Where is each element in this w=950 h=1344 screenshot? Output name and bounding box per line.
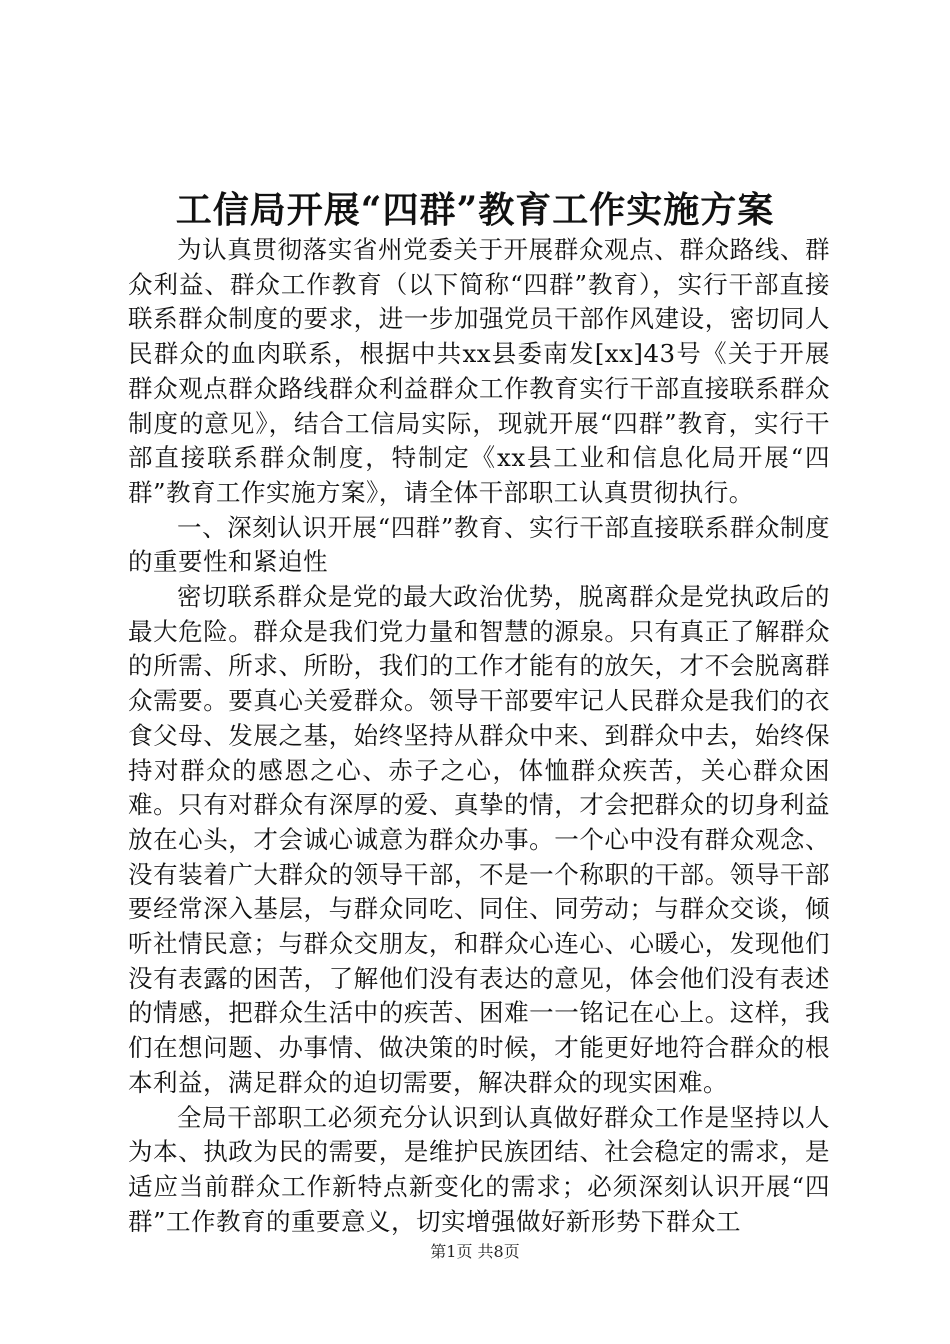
- paragraph-section-heading: 一、深刻认识开展“四群”教育、实行干部直接联系群众制度的重要性和紧迫性: [128, 512, 830, 577]
- paragraph-intro: 为认真贯彻落实省州党委关于开展群众观点、群众路线、群众利益、群众工作教育（以下简称“四群”教育），实行干部直接联系群众制度的要求，进一步加强党员干部作风建设，密切同人民群众的血肉联系，根据中共xx县委南发[xx]43号《关于开展群众观点群众路线群众利益群众工作教育实行干部直接联系群众制度的意见》，结合工信局实际，现就开展“四群”教育，实行干部直接联系群众制度，特制定《xx县工业和信息化局开展“四群”教育工作实施方案》，请全体干部职工认真贯彻执行。: [128, 235, 830, 507]
- document-body: [128, 233, 830, 1239]
- page-number-footer: 第1页 共8页: [430, 1242, 520, 1261]
- paragraph-staff-awareness: 全局干部职工必须充分认识到认真做好群众工作是坚持以人为本、执政为民的需要，是维护民族团结、社会稳定的需求，是适应当前群众工作新特点新变化的需求；必须深刻认识开展“四群”工作教育的重要意义，切实增强做好新形势下群众工: [128, 1102, 830, 1236]
- document-title: 工信局开展“四群”教育工作实施方案: [175, 189, 775, 231]
- paragraph-mass-line: 密切联系群众是党的最大政治优势，脱离群众是党执政后的最大危险。群众是我们党力量和智慧的源泉。只有真正了解群众的所需、所求、所盼，我们的工作才能有的放矢，才不会脱离群众需要。要真心关爱群众。领导干部要牢记人民群众是我们的衣食父母、发展之基，始终坚持从群众中来、到群众中去，始终保持对群众的感恩之心、赤子之心，体恤群众疾苦，关心群众困难。只有对群众有深厚的爱、真挚的情，才会把群众的切身利益放在心头，才会诚心诚意为群众办事。一个心中没有群众观念、没有装着广大群众的领导干部，不是一个称职的干部。领导干部要经常深入基层，与群众同吃、同住、同劳动；与群众交谈，倾听社情民意；与群众交朋友，和群众心连心、心暖心，发现他们没有表露的困苦，了解他们没有表达的意见，体会他们没有表述的情感，把群众生活中的疾苦、困难一一铭记在心上。这样，我们在想问题、办事情、做决策的时候，才能更好地符合群众的根本利益，满足群众的迫切需要，解决群众的现实困难。: [128, 582, 830, 1097]
